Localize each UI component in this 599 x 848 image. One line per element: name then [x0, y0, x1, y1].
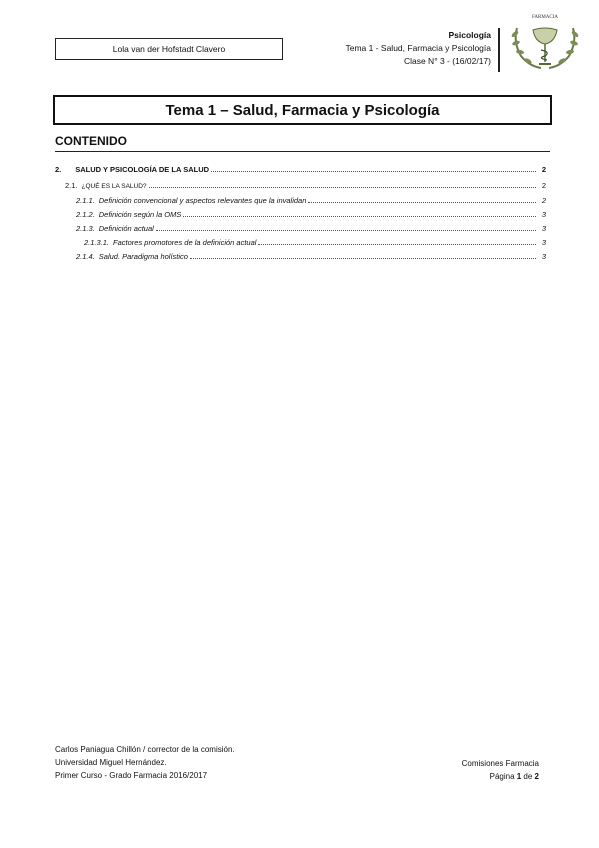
toc-leader-dots — [183, 210, 536, 217]
toc-entry[interactable] — [76, 210, 546, 219]
toc-entry-page: 3 — [541, 224, 546, 233]
author-box — [55, 38, 283, 60]
toc-entry-page: 2 — [541, 181, 546, 190]
page-number — [462, 770, 539, 783]
toc-leader-dots — [149, 181, 536, 188]
document-title-box — [53, 95, 552, 125]
toc-entry-page: 2 — [541, 165, 546, 174]
footer-course: Primer Curso - Grado Farmacia 2016/2017 — [55, 771, 208, 780]
toc-entry-page: 2 — [541, 196, 546, 205]
toc-entry-page: 3 — [541, 238, 546, 247]
footer-page-info — [462, 757, 539, 783]
toc-entry-label: SALUD Y PSICOLOGÍA DE LA SALUD — [75, 165, 210, 174]
toc-entry-label: Factores promotores de la definición actual — [113, 238, 257, 247]
toc-entry[interactable] — [55, 165, 546, 174]
contents-divider — [55, 151, 550, 152]
contents-heading: CONTENIDO — [55, 134, 127, 148]
toc-leader-dots — [258, 238, 536, 245]
header-class-info: Clase N° 3 - (16/02/17) — [403, 56, 491, 66]
page-current: 1 — [516, 772, 522, 781]
toc-entry[interactable] — [76, 224, 546, 233]
toc-entry-label: Definición actual — [98, 224, 154, 233]
page-separator: de — [521, 772, 535, 781]
footer-credits — [55, 743, 235, 782]
footer-org: Comisiones Farmacia — [461, 759, 539, 768]
toc-leader-dots — [156, 224, 536, 231]
toc-entry-label: Definición según la OMS — [98, 210, 182, 219]
pharmacy-logo-icon — [503, 12, 587, 78]
toc-entry-label: ¿QUÉ ES LA SALUD? — [81, 183, 147, 190]
toc-entry-number: 2.1.3. — [76, 224, 95, 233]
toc-entry-number: 2.1.3.1. — [84, 238, 110, 247]
toc-entry-number: 2. — [55, 165, 62, 174]
logo-text: FARMACIA — [531, 15, 559, 20]
toc-leader-dots — [211, 165, 536, 172]
toc-entry[interactable] — [76, 196, 546, 205]
toc-entry-number: 2.1.4. — [76, 252, 95, 261]
toc-entry-label: Salud. Paradigma holístico — [98, 252, 188, 261]
footer-corrector: Carlos Paniagua Chillón / corrector de la comisión. — [55, 745, 235, 754]
document-title: Tema 1 – Salud, Farmacia y Psicología — [165, 101, 440, 119]
toc-entry-page: 3 — [541, 210, 546, 219]
author-name: Lola van der Hofstadt Clavero — [112, 44, 226, 54]
toc-leader-dots — [190, 252, 536, 259]
header-subject: Psicología — [448, 30, 491, 40]
toc-entry[interactable] — [65, 181, 546, 190]
header-divider — [498, 28, 500, 72]
toc-leader-dots — [308, 196, 536, 203]
header-topic: Tema 1 - Salud, Farmacia y Psicología — [345, 43, 491, 53]
page-total: 2 — [534, 772, 539, 781]
toc-entry-label: Definición convencional y aspectos relevantes que la invalidan — [98, 196, 307, 205]
toc-entry-number: 2.1.1. — [76, 196, 95, 205]
toc-entry[interactable] — [76, 252, 546, 261]
toc-entry[interactable] — [84, 238, 546, 247]
toc-entry-number: 2.1.2. — [76, 210, 95, 219]
toc-entry-page: 3 — [541, 252, 546, 261]
footer-university: Universidad Miguel Hernández. — [55, 758, 167, 767]
header-info — [345, 29, 491, 68]
page-prefix: Página — [489, 772, 517, 781]
toc-entry-number: 2.1. — [65, 181, 78, 190]
